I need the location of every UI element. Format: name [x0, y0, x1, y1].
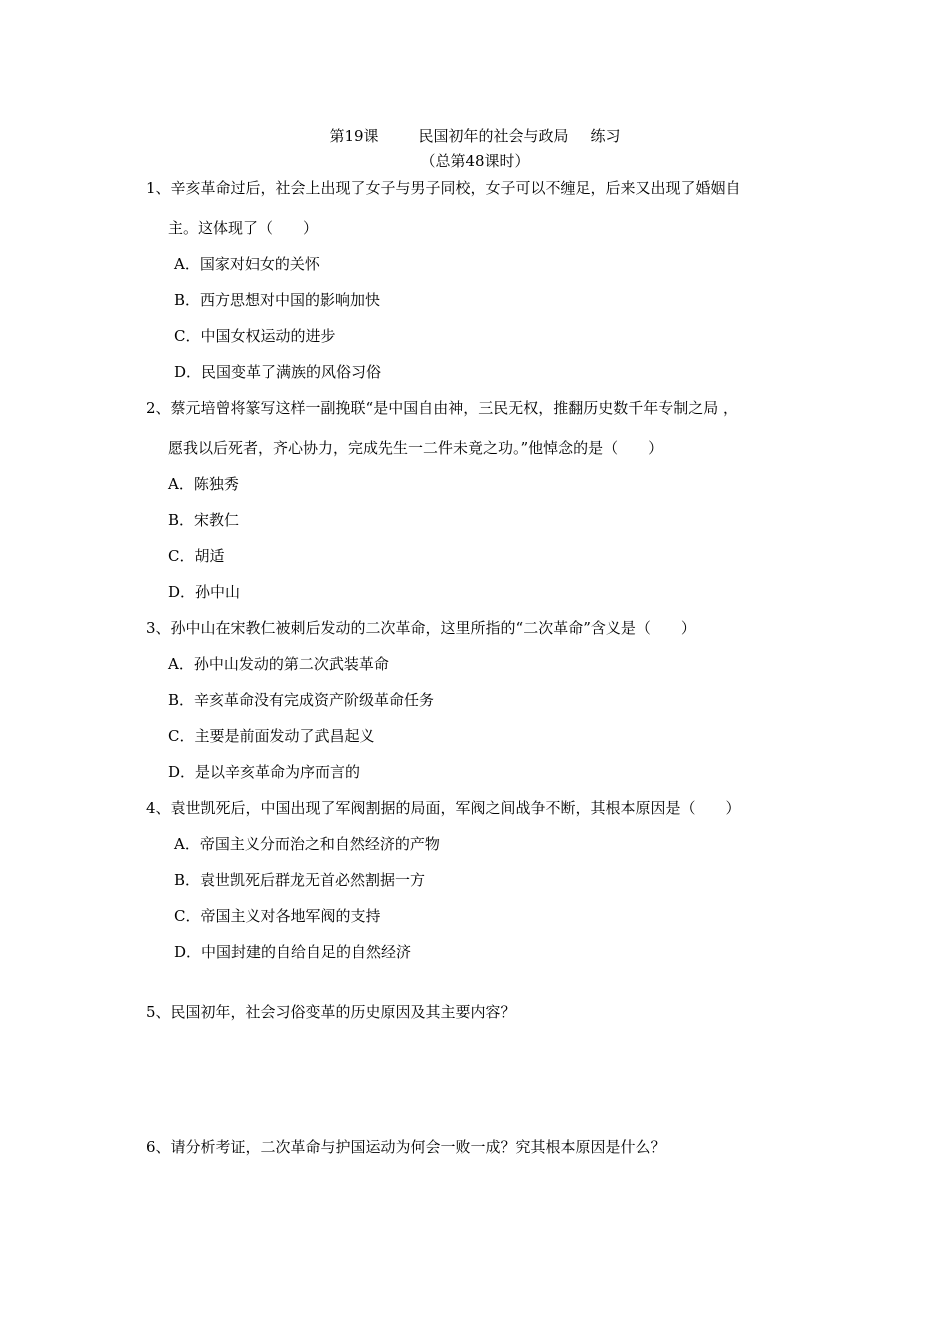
- question-2-text-cont: 愿我以后死者，齐心协力，完成先生一二件未竟之功。”他悼念的是（ ）: [168, 439, 664, 457]
- question-2-text: 2、蔡元培曾将篆写这样一副挽联“是中国自由神，三民无权，推翻历史数千年专制之局 ，: [146, 399, 738, 417]
- question-2-option-a: A．陈独秀: [168, 475, 239, 493]
- question-1-option-b: B．西方思想对中国的影响加快: [174, 291, 381, 309]
- question-5-text: 5、民国初年，社会习俗变革的历史原因及其主要内容？: [146, 1003, 516, 1021]
- lesson-period: （总第48课时）: [420, 152, 530, 170]
- question-1-text-cont: 主。这体现了（ ）: [168, 219, 319, 237]
- question-4-option-a: A．帝国主义分而治之和自然经济的产物: [174, 835, 440, 853]
- question-2-option-d: D．孙中山: [168, 583, 241, 601]
- question-4-option-b: B．袁世凯死后群龙无首必然割据一方: [174, 871, 426, 889]
- question-1-option-d: D．民国变革了满族的风俗习俗: [174, 363, 382, 381]
- question-3-option-c: C．主要是前面发动了武昌起义: [168, 727, 375, 745]
- question-1-option-a: A．国家对妇女的关怀: [174, 255, 320, 273]
- question-4-option-d: D．中国封建的自给自足的自然经济: [174, 943, 412, 961]
- question-3-option-a: A．孙中山发动的第二次武装革命: [168, 655, 389, 673]
- question-6-text: 6、请分析考证，二次革命与护国运动为何会一败一成？究其根本原因是什么？: [146, 1138, 666, 1156]
- question-1-option-c: C．中国女权运动的进步: [174, 327, 336, 345]
- lesson-kind: 练习: [590, 127, 621, 145]
- lesson-title: [0, 126, 950, 146]
- question-4-text: 4、袁世凯死后，中国出现了军阀割据的局面，军阀之间战争不断，其根本原因是（ ）: [146, 799, 741, 817]
- question-3-option-d: D．是以辛亥革命为序而言的: [168, 763, 361, 781]
- lesson-name: 民国初年的社会与政局: [418, 127, 569, 145]
- question-3-option-b: B．辛亥革命没有完成资产阶级革命任务: [168, 691, 435, 709]
- question-3-text: 3、孙中山在宋教仁被刺后发动的二次革命，这里所指的“二次革命”含义是（ ）: [146, 619, 696, 637]
- question-1-text: 1、辛亥革命过后，社会上出现了女子与男子同校，女子可以不缠足，后来又出现了婚姻自: [146, 179, 741, 197]
- question-2-option-b: B．宋教仁: [168, 511, 240, 529]
- question-4-option-c: C．帝国主义对各地军阀的支持: [174, 907, 381, 925]
- lesson-number: 第19课: [329, 127, 379, 145]
- question-2-option-c: C．胡适: [168, 547, 225, 565]
